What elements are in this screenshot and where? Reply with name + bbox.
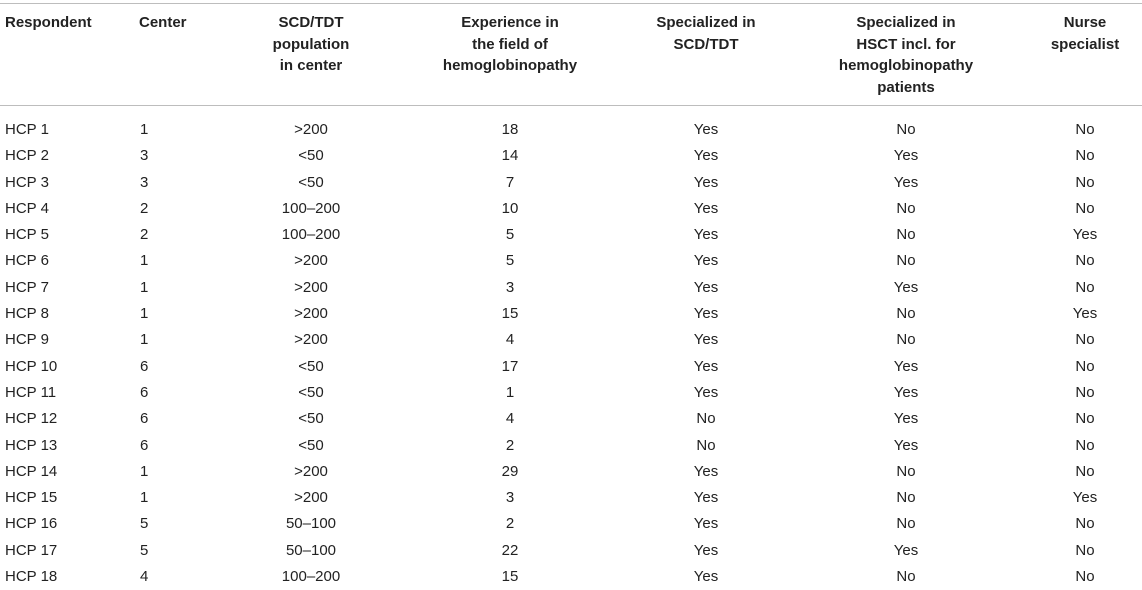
cell-population: >200 (294, 278, 328, 296)
cell-specialized-scd: Yes (693, 252, 719, 270)
table-row (0, 538, 1142, 564)
cell-center: 3 (140, 147, 149, 165)
table-row (0, 143, 1142, 169)
cell-center: 1 (140, 331, 149, 349)
cell-population: >200 (294, 331, 328, 349)
table-row (0, 248, 1142, 274)
cell-experience: 17 (501, 357, 519, 375)
header-line: Specialized in (656, 14, 756, 31)
cell-center: 2 (140, 199, 149, 217)
header-specialized-scd (616, 12, 796, 55)
cell-center: 3 (140, 173, 149, 191)
cell-nurse: No (1075, 121, 1095, 138)
header-population (221, 12, 401, 77)
cell-specialized-hsct: Yes (893, 278, 919, 296)
cell-experience: 10 (501, 199, 519, 217)
cell-respondent: HCP 13 (5, 436, 58, 454)
cell-population: <50 (298, 383, 324, 401)
cell-center: 1 (140, 252, 149, 270)
cell-nurse: No (1075, 383, 1095, 401)
cell-center: 4 (140, 568, 149, 586)
cell-specialized-hsct: No (896, 226, 916, 244)
cell-experience: 29 (501, 462, 519, 480)
cell-nurse: No (1075, 199, 1095, 217)
cell-nurse: Yes (1072, 489, 1098, 507)
cell-experience: 15 (501, 568, 519, 586)
cell-specialized-scd: Yes (693, 568, 719, 586)
cell-nurse: No (1075, 147, 1095, 165)
header-line: SCD/TDT (673, 35, 739, 53)
cell-specialized-scd: Yes (693, 331, 719, 349)
header-line: Experience in (461, 14, 559, 31)
table-row (0, 327, 1142, 353)
cell-respondent: HCP 2 (5, 147, 49, 165)
table-row (0, 485, 1142, 511)
table-row (0, 222, 1142, 248)
cell-nurse: No (1075, 410, 1095, 428)
table-row (0, 301, 1142, 327)
cell-experience: 2 (505, 436, 515, 454)
cell-specialized-scd: Yes (693, 147, 719, 165)
table-row (0, 459, 1142, 485)
header-line: hemoglobinopathy (838, 57, 974, 74)
cell-specialized-scd: Yes (693, 121, 719, 138)
cell-respondent: HCP 8 (5, 305, 49, 323)
cell-experience: 22 (501, 541, 519, 559)
cell-respondent: HCP 4 (5, 199, 49, 217)
cell-nurse: Yes (1072, 226, 1098, 244)
table-row (0, 380, 1142, 406)
cell-specialized-hsct: Yes (893, 147, 919, 165)
cell-specialized-scd: Yes (693, 541, 719, 559)
header-bottom-rule (0, 105, 1142, 106)
cell-specialized-scd: Yes (693, 462, 719, 480)
cell-center: 5 (140, 541, 149, 559)
cell-respondent: HCP 12 (5, 410, 58, 428)
header-line: Nurse (1063, 14, 1107, 31)
cell-population: >200 (294, 121, 328, 138)
header-nurse (1035, 12, 1135, 55)
cell-respondent: HCP 16 (5, 515, 58, 533)
cell-experience: 4 (505, 331, 515, 349)
header-specialized-hsct (811, 12, 1001, 98)
cell-respondent: HCP 15 (5, 489, 58, 507)
cell-population: >200 (294, 252, 328, 270)
header-line: the field of (472, 35, 548, 53)
cell-nurse: No (1075, 568, 1095, 586)
cell-specialized-hsct: Yes (893, 383, 919, 401)
cell-specialized-hsct: No (896, 462, 916, 480)
cell-specialized-scd: Yes (693, 278, 719, 296)
cell-experience: 2 (505, 515, 515, 533)
cell-population: >200 (294, 462, 328, 480)
cell-nurse: No (1075, 252, 1095, 270)
cell-experience: 4 (505, 410, 515, 428)
cell-specialized-hsct: No (896, 121, 916, 138)
cell-center: 2 (140, 226, 149, 244)
cell-respondent: HCP 6 (5, 252, 49, 270)
cell-population: 100–200 (281, 568, 341, 586)
table-row (0, 117, 1142, 143)
cell-nurse: No (1075, 173, 1095, 191)
cell-specialized-hsct: Yes (893, 410, 919, 428)
cell-population: <50 (298, 147, 324, 165)
cell-specialized-hsct: No (896, 489, 916, 507)
cell-specialized-scd: No (696, 410, 716, 428)
cell-experience: 15 (501, 305, 519, 323)
cell-nurse: No (1075, 436, 1095, 454)
cell-specialized-hsct: No (896, 252, 916, 270)
cell-population: <50 (298, 436, 324, 454)
table-row (0, 433, 1142, 459)
table-row (0, 170, 1142, 196)
cell-experience: 3 (505, 278, 515, 296)
cell-respondent: HCP 5 (5, 226, 49, 244)
header-line: SCD/TDT (278, 14, 344, 31)
cell-specialized-hsct: No (896, 515, 916, 533)
cell-nurse: Yes (1072, 305, 1098, 323)
cell-specialized-scd: Yes (693, 173, 719, 191)
cell-experience: 14 (501, 147, 519, 165)
cell-center: 6 (140, 410, 149, 428)
header-experience (415, 12, 605, 77)
table-row (0, 564, 1142, 590)
cell-respondent: HCP 1 (5, 121, 49, 138)
header-line: population (272, 35, 350, 53)
cell-specialized-scd: Yes (693, 383, 719, 401)
cell-population: <50 (298, 173, 324, 191)
cell-respondent: HCP 7 (5, 278, 49, 296)
cell-center: 1 (140, 489, 149, 507)
header-line: Center (139, 14, 187, 31)
cell-respondent: HCP 3 (5, 173, 49, 191)
cell-center: 6 (140, 383, 149, 401)
cell-nurse: No (1075, 278, 1095, 296)
header-respondent (5, 12, 115, 34)
cell-specialized-hsct: Yes (893, 173, 919, 191)
table-row (0, 511, 1142, 537)
cell-experience: 7 (505, 173, 515, 191)
cell-population: 50–100 (285, 541, 337, 559)
cell-center: 1 (140, 278, 149, 296)
header-line: Specialized in (856, 14, 956, 31)
cell-specialized-scd: Yes (693, 357, 719, 375)
cell-center: 1 (140, 462, 149, 480)
table-row (0, 354, 1142, 380)
cell-experience: 5 (505, 252, 515, 270)
cell-respondent: HCP 9 (5, 331, 49, 349)
table-row (0, 196, 1142, 222)
cell-specialized-hsct: No (896, 331, 916, 349)
table-body (0, 117, 1142, 590)
cell-specialized-scd: Yes (693, 305, 719, 323)
cell-specialized-scd: Yes (693, 226, 719, 244)
cell-population: 50–100 (285, 515, 337, 533)
cell-population: 100–200 (281, 226, 341, 244)
cell-experience: 5 (505, 226, 515, 244)
cell-respondent: HCP 14 (5, 462, 58, 480)
cell-specialized-hsct: No (896, 199, 916, 217)
cell-nurse: No (1075, 515, 1095, 533)
cell-specialized-hsct: No (896, 305, 916, 323)
cell-respondent: HCP 17 (5, 541, 58, 559)
cell-specialized-hsct: Yes (893, 357, 919, 375)
header-line: HSCT incl. for (856, 35, 956, 53)
header-line: Respondent (5, 14, 92, 31)
header-line: in center (279, 57, 343, 74)
cell-population: <50 (298, 410, 324, 428)
table-row (0, 406, 1142, 432)
cell-nurse: No (1075, 462, 1095, 480)
cell-experience: 3 (505, 489, 515, 507)
cell-specialized-scd: Yes (693, 199, 719, 217)
header-line: specialist (1050, 35, 1120, 53)
cell-respondent: HCP 18 (5, 568, 58, 586)
table-row (0, 275, 1142, 301)
cell-specialized-hsct: Yes (893, 541, 919, 559)
cell-respondent: HCP 10 (5, 357, 58, 375)
header-line: patients (877, 78, 935, 96)
cell-center: 5 (140, 515, 149, 533)
cell-population: >200 (294, 489, 328, 507)
cell-respondent: HCP 11 (5, 383, 57, 401)
cell-nurse: No (1075, 331, 1095, 349)
header-line: hemoglobinopathy (442, 57, 578, 74)
cell-specialized-scd: No (696, 436, 716, 454)
cell-specialized-scd: Yes (693, 489, 719, 507)
cell-experience: 1 (505, 383, 515, 401)
cell-nurse: No (1075, 541, 1095, 559)
cell-specialized-scd: Yes (693, 515, 719, 533)
cell-center: 1 (140, 121, 149, 138)
cell-population: >200 (294, 305, 328, 323)
cell-specialized-hsct: No (896, 568, 916, 586)
header-center (139, 12, 209, 34)
cell-center: 6 (140, 436, 149, 454)
table-top-rule (0, 3, 1142, 4)
cell-nurse: No (1075, 357, 1095, 375)
cell-center: 6 (140, 357, 149, 375)
cell-experience: 18 (501, 121, 519, 138)
cell-specialized-hsct: Yes (893, 436, 919, 454)
cell-population: 100–200 (281, 199, 341, 217)
cell-center: 1 (140, 305, 149, 323)
cell-population: <50 (298, 357, 324, 375)
